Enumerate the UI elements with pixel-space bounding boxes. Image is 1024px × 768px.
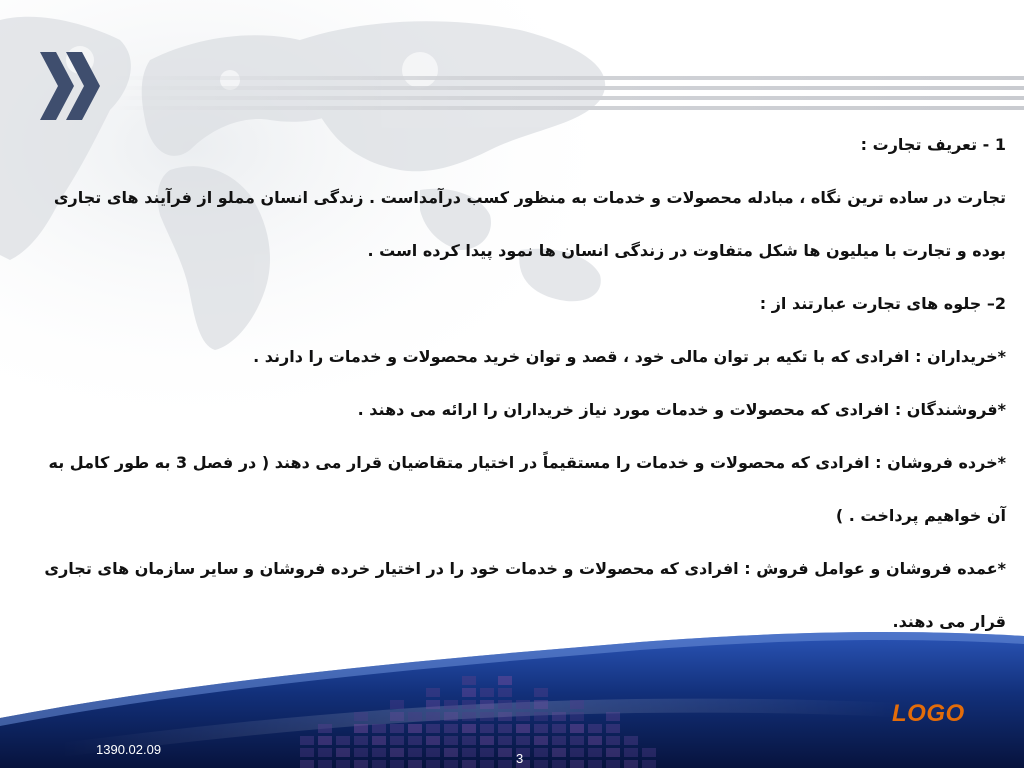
footer-tile	[372, 760, 386, 768]
footer-tile	[552, 724, 566, 733]
footer-tile	[354, 736, 368, 745]
footer-tile	[588, 748, 602, 757]
slide-date: 1390.02.09	[96, 742, 162, 757]
footer-tile	[354, 712, 368, 721]
footer-tile	[426, 712, 440, 721]
footer-tile	[570, 736, 584, 745]
footer-tile	[408, 748, 422, 757]
footer-tile	[624, 748, 638, 757]
footer-tile	[426, 724, 440, 733]
footer-tile	[390, 748, 404, 757]
footer-tile	[408, 736, 422, 745]
footer-tile	[444, 736, 458, 745]
footer-tile	[534, 760, 548, 768]
footer-tile	[552, 736, 566, 745]
footer-tile	[480, 724, 494, 733]
footer-tile	[498, 736, 512, 745]
footer-tile	[462, 700, 476, 709]
footer-tile	[498, 676, 512, 685]
footer-tile	[498, 724, 512, 733]
footer-tile	[480, 736, 494, 745]
double-chevron-icon	[38, 52, 102, 120]
footer-tile	[480, 760, 494, 768]
footer-tile	[588, 724, 602, 733]
footer-tile	[300, 736, 314, 745]
footer-tile	[534, 700, 548, 709]
footer-tile	[498, 712, 512, 721]
footer-tile	[390, 736, 404, 745]
footer-tile	[336, 736, 350, 745]
footer-tile	[498, 760, 512, 768]
footer-tile	[534, 712, 548, 721]
footer-tile	[480, 748, 494, 757]
bullet-wholesalers-continued: قرار می دهند.	[892, 612, 1006, 631]
bullet-retailers: *خرده فروشان : افرادی که محصولات و خدمات را مستقیماً در اختیار متقاضیان قرار می دهند ( در فصل 3 به طور کامل به	[48, 453, 1006, 472]
definition-heading: 1 - تعریف تجارت :	[860, 135, 1006, 154]
footer-tile	[318, 748, 332, 757]
footer-tile	[354, 760, 368, 768]
footer-tile	[318, 736, 332, 745]
footer-tile	[408, 724, 422, 733]
footer-tile	[534, 736, 548, 745]
footer-tile	[606, 748, 620, 757]
body-line: تجارت در ساده ترین نگاه ، مبادله محصولات و خدمات به منظور کسب درآمداست . زندگی انسان مملو از فرآیند های تجاری	[53, 188, 1006, 207]
footer-tile	[390, 760, 404, 768]
footer-tile	[354, 748, 368, 757]
bullet-buyers: *خریداران : افرادی که با تکیه بر توان مالی خود ، قصد و توان خرید محصولات و خدمات را دارند .	[253, 347, 1006, 366]
footer-tile	[606, 760, 620, 768]
footer-tile	[498, 748, 512, 757]
footer-tile	[624, 736, 638, 745]
footer-tile	[372, 736, 386, 745]
footer-tile	[444, 724, 458, 733]
footer-tile	[588, 760, 602, 768]
footer-tile	[516, 724, 530, 733]
header-stripes	[110, 72, 1024, 112]
footer-tile	[390, 724, 404, 733]
footer-tile	[390, 700, 404, 709]
footer-tile	[444, 748, 458, 757]
footer-tile	[462, 676, 476, 685]
header-stripe	[110, 86, 1024, 90]
footer-tile	[318, 760, 332, 768]
footer-tile	[498, 688, 512, 697]
footer-tile	[642, 760, 656, 768]
footer-tile	[516, 736, 530, 745]
logo-text: LOGO	[892, 700, 965, 727]
header-stripe	[110, 96, 1024, 100]
footer-tile	[426, 760, 440, 768]
bullet-wholesalers: *عمده فروشان و عوامل فروش : افرادی که محصولات و خدمات خود را در اختیار خرده فروشان و سایر سازمان های تجاری	[44, 559, 1006, 578]
body-line: بوده و تجارت با میلیون ها شکل متفاوت در زندگی انسان ها نمود پیدا کرده است .	[367, 241, 1006, 260]
bullet-sellers: *فروشندگان : افرادی که محصولات و خدمات مورد نیاز خریداران را ارائه می دهند .	[357, 400, 1006, 419]
footer-tile	[570, 724, 584, 733]
footer-tile	[570, 712, 584, 721]
footer-tile	[534, 688, 548, 697]
footer-tile	[606, 712, 620, 721]
footer-tile	[336, 748, 350, 757]
footer-tile	[606, 736, 620, 745]
footer-tile	[498, 700, 512, 709]
footer-tile	[552, 748, 566, 757]
footer-tile	[390, 712, 404, 721]
footer-tile	[624, 760, 638, 768]
footer-tile	[444, 700, 458, 709]
footer-tile	[426, 736, 440, 745]
footer-tile	[300, 748, 314, 757]
footer-tile	[570, 760, 584, 768]
page-number: 3	[516, 751, 524, 766]
header-stripe	[110, 76, 1024, 80]
footer-tile	[426, 700, 440, 709]
slide-body	[8, 118, 1006, 648]
footer-tile	[552, 712, 566, 721]
footer-tile	[372, 748, 386, 757]
footer-tile	[588, 736, 602, 745]
footer-tile	[444, 712, 458, 721]
footer-tile	[534, 724, 548, 733]
footer-tile	[408, 760, 422, 768]
bullet-retailers-continued: آن خواهیم پرداخت . )	[835, 506, 1006, 525]
footer-tile	[408, 712, 422, 721]
footer-tile	[462, 760, 476, 768]
footer-tile	[462, 712, 476, 721]
footer-tile	[516, 712, 530, 721]
footer-tile	[606, 724, 620, 733]
footer-tile	[462, 736, 476, 745]
header-stripe	[110, 106, 1024, 110]
footer-tile	[570, 748, 584, 757]
footer-tile	[426, 748, 440, 757]
footer-tile	[354, 724, 368, 733]
footer-tile	[642, 748, 656, 757]
footer-tile	[318, 724, 332, 733]
footer-tile	[480, 712, 494, 721]
footer-tile	[462, 748, 476, 757]
footer-tile	[570, 700, 584, 709]
footer-tile	[480, 700, 494, 709]
footer-tile	[336, 760, 350, 768]
footer-tile	[462, 688, 476, 697]
footer-tile	[552, 760, 566, 768]
footer-tile	[516, 700, 530, 709]
footer-tile	[534, 748, 548, 757]
footer-tile	[480, 688, 494, 697]
footer-tile	[426, 688, 440, 697]
footer-tile	[300, 760, 314, 768]
footer-tile	[372, 724, 386, 733]
footer-tile	[462, 724, 476, 733]
section-heading: 2– جلوه های تجارت عبارتند از :	[759, 294, 1006, 313]
footer-tile	[444, 760, 458, 768]
